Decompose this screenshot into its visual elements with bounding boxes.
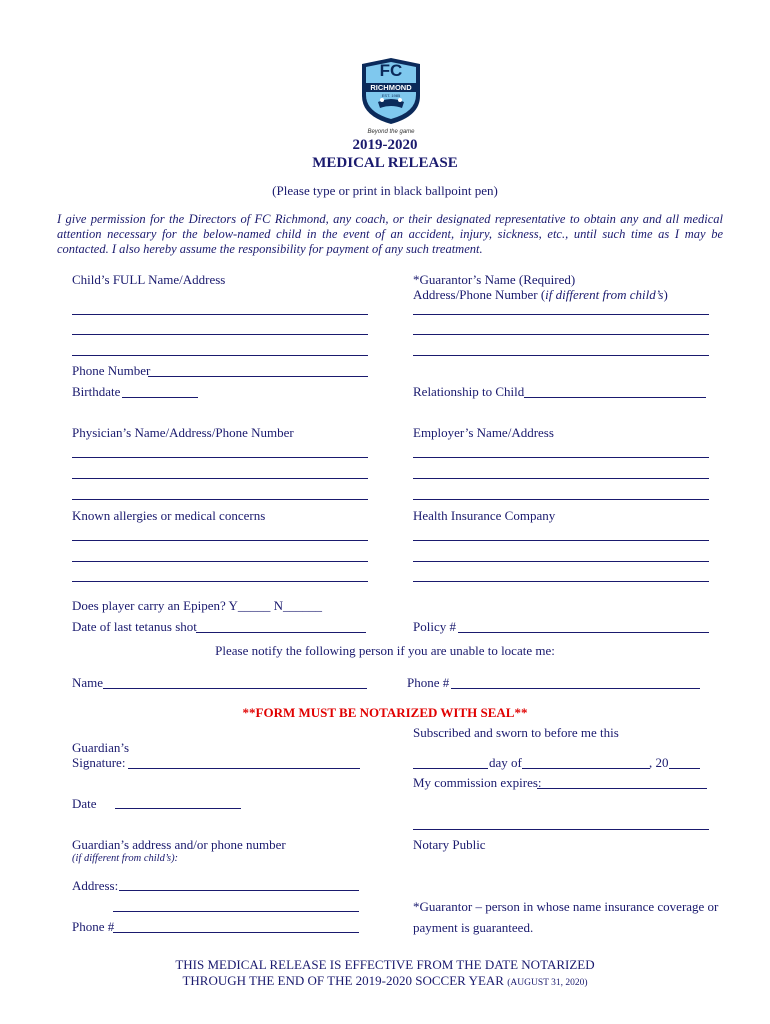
notary-month-field[interactable] — [522, 768, 650, 769]
guardian-address-line-2[interactable] — [113, 911, 359, 912]
guardian-phone-label: Phone # — [72, 919, 115, 934]
notary-public-label: Notary Public — [413, 837, 486, 852]
notify-name-field[interactable] — [103, 688, 367, 689]
guardian-date-field[interactable] — [115, 808, 241, 809]
employer-line-2[interactable] — [413, 478, 709, 479]
notary-signature-line[interactable] — [413, 829, 709, 830]
allergies-label: Known allergies or medical concerns — [72, 508, 266, 523]
sworn-statement: Subscribed and sworn to before me this — [413, 725, 619, 740]
date-label: Date — [72, 796, 97, 811]
guarantor-address-close: ) — [663, 287, 668, 302]
relationship-field[interactable] — [524, 397, 706, 398]
guarantor-name-label: *Guarantor’s Name (Required) — [413, 272, 576, 287]
guardian-address-line-1[interactable] — [119, 890, 359, 891]
signature-label: Signature: — [72, 755, 126, 770]
notify-phone-label: Phone # — [407, 675, 450, 690]
physician-line-1[interactable] — [72, 457, 368, 458]
employer-line-1[interactable] — [413, 457, 709, 458]
form-title: MEDICAL RELEASE — [312, 155, 458, 171]
notify-phone-field[interactable] — [451, 688, 700, 689]
guarantor-address-note: if different from child’s — [545, 287, 664, 302]
birthdate-field[interactable] — [122, 397, 198, 398]
relationship-label: Relationship to Child — [413, 384, 525, 399]
guarantor-line-1[interactable] — [413, 314, 709, 315]
notarize-notice: **FORM MUST BE NOTARIZED WITH SEAL** — [242, 705, 528, 720]
epipen-question[interactable]: Does player carry an Epipen? Y_____ N______ — [72, 598, 323, 613]
insurance-line-3[interactable] — [413, 581, 709, 582]
guardian-signature-field[interactable] — [128, 768, 360, 769]
logo-fc-text: FC — [379, 61, 403, 80]
allergies-line-3[interactable] — [72, 581, 368, 582]
guarantor-note-2: payment is guaranteed. — [413, 920, 534, 935]
notify-prompt: Please notify the following person if you are unable to locate me: — [215, 643, 555, 658]
guardian-phone-field[interactable] — [113, 932, 359, 933]
permission-statement: I give permission for the Directors of FC Richmond, any coach, or their designated representative to obtain any and all medical attention necessary for the below-named child in the event of an accident, injury, sickness, etc., until such time as I may be contacted. I also hereby assume the responsibility for payment of any such treatment. — [57, 212, 723, 256]
insurance-line-2[interactable] — [413, 561, 709, 562]
child-name-line-2[interactable] — [72, 334, 368, 335]
guarantor-address-text: Address/Phone Number ( — [413, 287, 546, 302]
insurance-label: Health Insurance Company — [413, 508, 556, 523]
day-of-label: day of — [489, 755, 522, 770]
guarantor-address-label — [413, 287, 668, 302]
commission-label: My commission expires: — [413, 775, 542, 790]
guardian-address-label: Guardian’s address and/or phone number — [72, 837, 286, 852]
guarantor-line-3[interactable] — [413, 355, 709, 356]
policy-field[interactable] — [458, 632, 709, 633]
physician-label: Physician’s Name/Address/Phone Number — [72, 425, 294, 440]
footer-line-1: THIS MEDICAL RELEASE IS EFFECTIVE FROM THE DATE NOTARIZED — [175, 957, 595, 972]
form-instruction: (Please type or print in black ballpoint pen) — [272, 183, 498, 198]
footer-line-2-date: (AUGUST 31, 2020) — [507, 978, 588, 988]
physician-line-3[interactable] — [72, 499, 368, 500]
logo-club-text: RICHMOND — [370, 83, 412, 92]
guardian-address-note: (if different from child’s): — [72, 853, 179, 864]
notary-day-field[interactable] — [413, 768, 488, 769]
tetanus-field[interactable] — [196, 632, 366, 633]
child-name-line-1[interactable] — [72, 314, 368, 315]
commission-field[interactable] — [537, 788, 707, 789]
policy-label: Policy # — [413, 619, 456, 634]
guarantor-note-1: *Guarantor – person in whose name insurance coverage or — [413, 899, 719, 914]
child-name-line-3[interactable] — [72, 355, 368, 356]
notify-name-label: Name — [72, 675, 104, 690]
guarantor-line-2[interactable] — [413, 334, 709, 335]
club-logo — [356, 56, 426, 138]
address-label: Address: — [72, 878, 119, 893]
physician-line-2[interactable] — [72, 478, 368, 479]
phone-number-label: Phone Number — [72, 363, 151, 378]
child-name-label: Child’s FULL Name/Address — [72, 272, 226, 287]
year-prefix-label: , 20 — [649, 755, 669, 770]
employer-label: Employer’s Name/Address — [413, 425, 554, 440]
insurance-line-1[interactable] — [413, 540, 709, 541]
notary-year-field[interactable] — [669, 768, 700, 769]
guardian-label: Guardian’s — [72, 740, 130, 755]
logo-est-text: EST. 1985 — [381, 93, 401, 98]
employer-line-3[interactable] — [413, 499, 709, 500]
logo-tagline: Beyond the game — [367, 129, 415, 135]
footer-line-2 — [0, 973, 770, 991]
footer-line-2-text: THROUGH THE END OF THE 2019-2020 SOCCER YEAR — [182, 973, 504, 988]
form-year: 2019-2020 — [352, 137, 418, 153]
tetanus-label: Date of last tetanus shot — [72, 619, 197, 634]
allergies-line-2[interactable] — [72, 561, 368, 562]
birthdate-label: Birthdate — [72, 384, 121, 399]
allergies-line-1[interactable] — [72, 540, 368, 541]
phone-number-field[interactable] — [148, 376, 368, 377]
